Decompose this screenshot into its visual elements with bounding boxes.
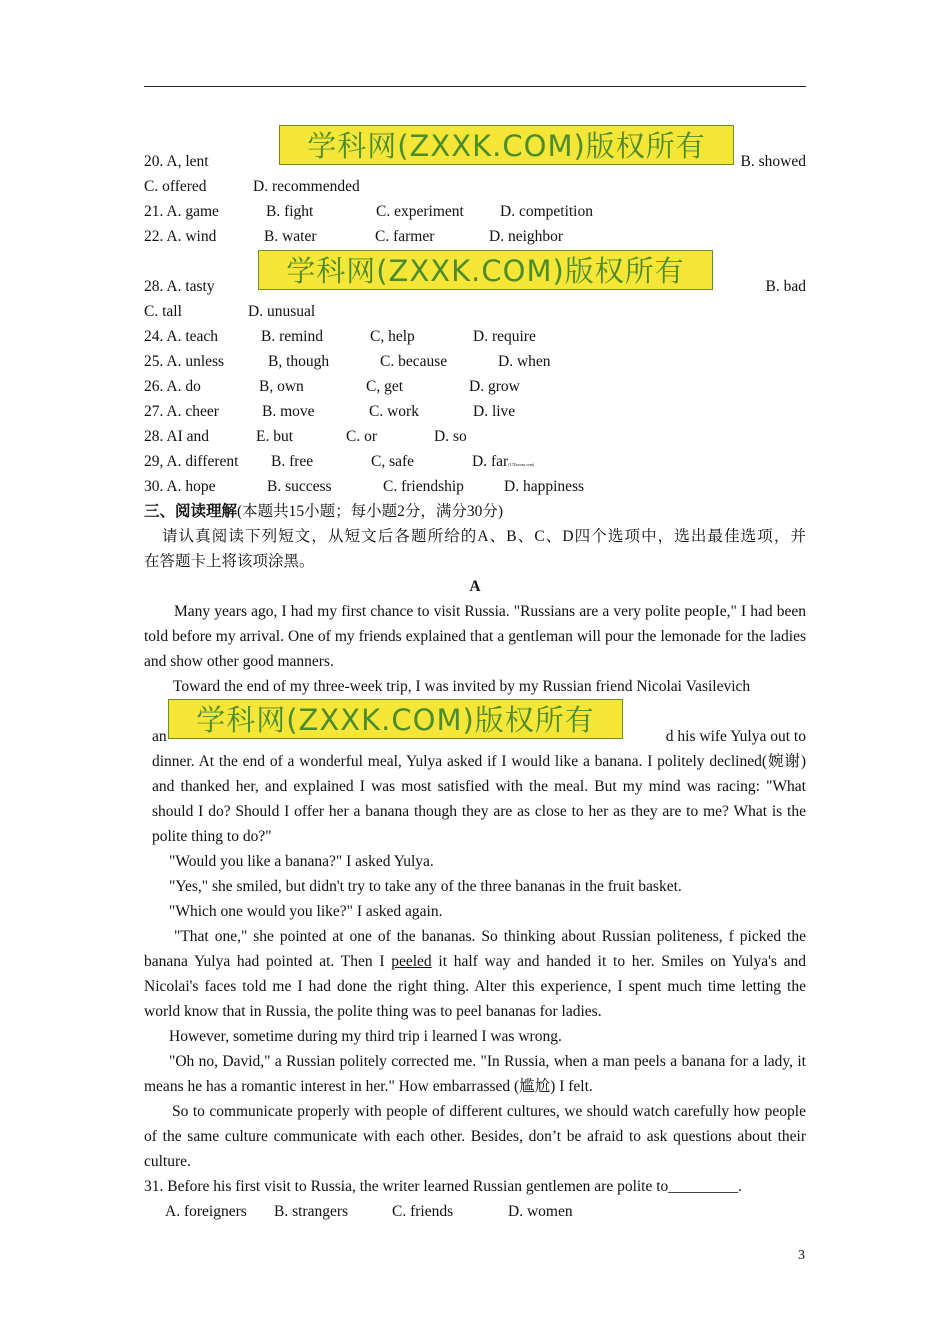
passage-paragraph-2-first-line: Toward the end of my three-week trip, I was invited by my Russian friend Nicolai Vasilevich	[173, 678, 751, 695]
q24-option-d: D. require	[473, 328, 536, 345]
q22-option-c: C. farmer	[375, 228, 435, 245]
q22-option-d: D. neighbor	[489, 228, 564, 245]
q21-option-b: B. fight	[266, 203, 314, 220]
q26-option-a: 26. A. do	[144, 378, 201, 395]
q31-option-c: C. friends	[392, 1203, 454, 1220]
passage-paragraph-8: "Oh no, David," a Russian politely corrected me. "In Russia, when a man peels a banana for a lady, it means he has a romantic interest in her." How embarrassed (尴尬) I felt.	[144, 1053, 806, 1095]
q21-option-a: 21. A. game	[144, 203, 219, 220]
passage-paragraph-2-body: dinner. At the end of a wonderful meal, Yulya asked if I would like a banana. I politely declined(婉谢) and thanked her, and explained I was most satisfied with the meal. But my mind was racing: "What should I do? Should I offer her a banana though they are as close to her as they are to me? What is the polite thing to do?"	[152, 753, 806, 845]
q29-option-b: B. free	[271, 453, 314, 470]
passage-paragraph-6	[144, 924, 806, 1024]
q30-option-d: D. happiness	[504, 478, 585, 495]
q27-option-d: D. live	[473, 403, 516, 420]
q28b-option-d: D. so	[434, 428, 467, 445]
question-28b-line	[144, 424, 806, 449]
q30-option-b: B. success	[267, 478, 332, 495]
q20-option-b: B. showed	[740, 153, 806, 170]
q22-option-b: B. water	[264, 228, 317, 245]
question-29-line	[144, 449, 806, 474]
q22-option-a: 22. A. wind	[144, 228, 217, 245]
watermark-banner: 学科网(ZXXK.COM)版权所有	[279, 125, 734, 165]
q28b-option-b: E. but	[256, 428, 294, 445]
q25-option-b: B, though	[268, 353, 330, 370]
q28-option-b: B. bad	[765, 278, 806, 295]
q28-option-c: C. tall	[144, 303, 182, 320]
q28-option-a: 28. A. tasty	[144, 278, 215, 295]
q25-option-d: D. when	[498, 353, 551, 370]
question-21-line	[144, 199, 806, 224]
q28b-option-c: C. or	[346, 428, 377, 445]
question-24-line	[144, 324, 806, 349]
q25-option-a: 25. A. unless	[144, 353, 225, 370]
tiny-source-mark: (17Eaxom.com)	[508, 462, 535, 467]
q24-option-a: 24. A. teach	[144, 328, 219, 345]
q30-option-c: C. friendship	[383, 478, 464, 495]
watermark-banner: 学科网(ZXXK.COM)版权所有	[168, 699, 623, 739]
question-25-line	[144, 349, 806, 374]
q24-option-b: B. remind	[261, 328, 323, 345]
q28-option-d: D. unusual	[248, 303, 316, 320]
p6-text-b: it half way and handed it to her. Smiles on Yulya's and Nicolai's faces told me I had done the right thing. Alter this experience, I spent much time letting the world know that in Russia, the polite thing was to peel bananas for ladies.	[144, 953, 807, 1020]
q21-option-d: D. competition	[500, 203, 593, 220]
passage-paragraph-9: So to communicate properly with people of different cultures, we should watch carefully how people of the same culture communicate with each other. Besides, don’t be afraid to ask questions about their culture.	[144, 1103, 806, 1170]
q27-option-a: 27. A. cheer	[144, 403, 219, 420]
section-note: (本题共15小题；每小题2分，满分30分)	[237, 503, 504, 520]
passage-heading: A	[469, 578, 481, 595]
q31-option-b: B. strangers	[274, 1203, 349, 1220]
q29-option-d	[472, 449, 534, 477]
q20-option-a: 20. A, lent	[144, 153, 209, 170]
passage-paragraph-1: Many years ago, I had my first chance to visit Russia. "Russians are a very polite peopIe," I had been told before my arrival. One of my friends explained that a gentleman will pour the lemonade for the ladies and show other good manners.	[144, 603, 806, 670]
q30-option-a: 30. A. hope	[144, 478, 216, 495]
passage-paragraph-7: However, sometime during my third trip i learned I was wrong.	[169, 1028, 562, 1045]
question-22-line	[144, 224, 806, 249]
q28b-option-a: 28. AI and	[144, 428, 210, 445]
q29-option-c: C, safe	[371, 453, 415, 470]
p6-text-a: "That one," she pointed at one of the bananas. So thinking about Russian politeness, f picked the banana Yulya had pointed at. Then I	[144, 928, 806, 970]
question-31-options	[144, 1199, 806, 1224]
q21-option-c: C. experiment	[376, 203, 464, 220]
question-20-line-2	[144, 174, 806, 199]
q29-option-a: 29, A. different	[144, 453, 239, 470]
passage-paragraph-3: "Would you like a banana?" I asked Yulya.	[169, 853, 434, 870]
section-heading	[144, 499, 806, 524]
question-27-line	[144, 399, 806, 424]
q29-option-d-text: D. far	[472, 453, 509, 470]
watermark-banner: 学科网(ZXXK.COM)版权所有	[258, 250, 713, 290]
header-rule	[144, 86, 806, 87]
q26-option-d: D. grow	[469, 378, 520, 395]
passage-paragraph-5: "Which one would you like?" I asked again.	[169, 903, 443, 920]
instructions-line-2: 在答题卡上将该项涂黑。	[144, 553, 315, 570]
instructions-line-1: 请认真阅读下列短文，从短文后各题所给的A、B、C、D四个选项中，选出最佳选项，并	[162, 528, 806, 545]
q25-option-c: C. because	[380, 353, 448, 370]
p6-underlined-word: peeled	[391, 953, 432, 970]
section-title: 三、阅读理解	[144, 503, 238, 520]
question-30-line	[144, 474, 806, 499]
q20-option-d: D. recommended	[253, 178, 360, 195]
question-26-line	[144, 374, 806, 399]
question-28-line-2	[144, 299, 806, 324]
q27-option-c: C. work	[369, 403, 419, 420]
q26-option-c: C, get	[366, 378, 404, 395]
q26-option-b: B, own	[259, 378, 304, 395]
q27-option-b: B. move	[262, 403, 315, 420]
q31-option-d: D. women	[508, 1203, 573, 1220]
p2-fragment-an: an	[152, 728, 167, 745]
question-31-stem: 31. Before his first visit to Russia, the writer learned Russian gentlemen are polite to_________.	[144, 1178, 742, 1195]
q24-option-c: C, help	[370, 328, 415, 345]
page-number: 3	[798, 1248, 805, 1263]
passage-paragraph-4: "Yes," she smiled, but didn't try to take any of the three bananas in the fruit basket.	[169, 878, 682, 895]
q20-option-c: C. offered	[144, 178, 207, 195]
p2-fragment-rest: d his wife Yulya out to	[665, 728, 806, 745]
q31-option-a: A. foreigners	[165, 1203, 247, 1220]
